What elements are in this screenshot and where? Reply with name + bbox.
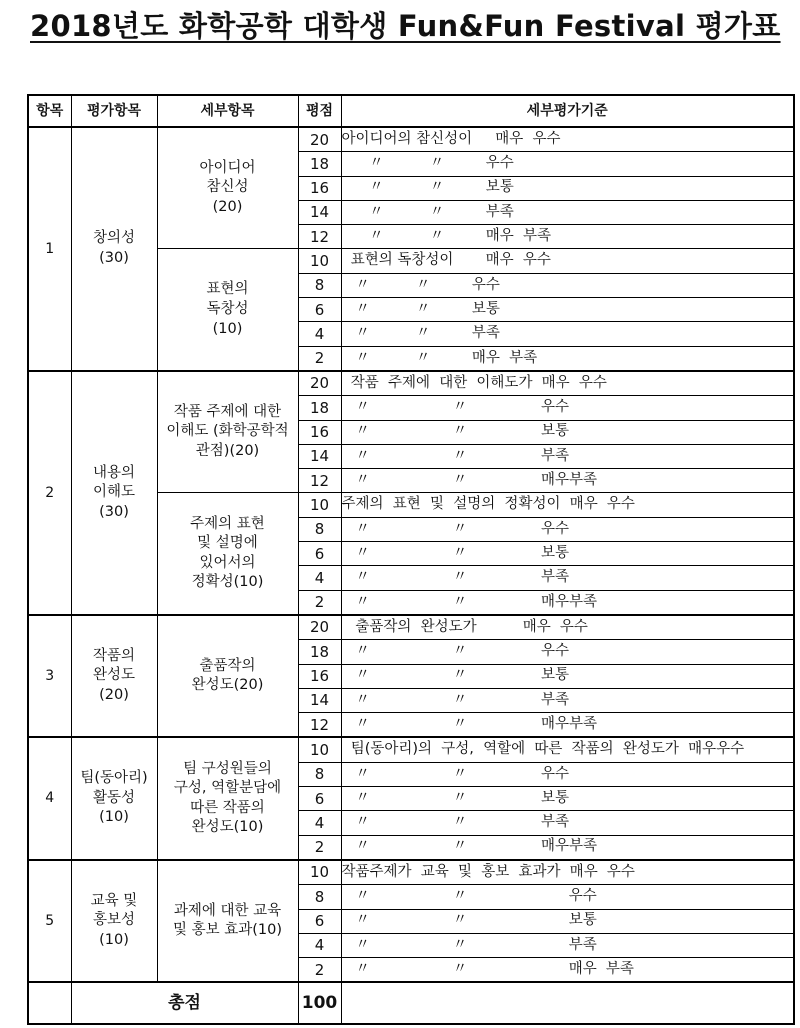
criteria-text: 작품 주제에 대한 이해도가 매우 우수 bbox=[341, 374, 607, 391]
criteria-cell bbox=[341, 885, 794, 909]
total-empty-cell bbox=[28, 982, 71, 1024]
table-row bbox=[28, 371, 794, 396]
criteria-cell bbox=[341, 860, 794, 885]
score-cell: 12 bbox=[298, 469, 341, 493]
criteria-text: 〃 〃 보통 bbox=[341, 667, 570, 684]
total-criteria-cell bbox=[341, 982, 794, 1024]
item-number: 1 bbox=[28, 127, 71, 371]
criteria-cell bbox=[341, 322, 794, 346]
score-cell: 18 bbox=[298, 396, 341, 420]
score-cell: 12 bbox=[298, 713, 341, 738]
score-cell: 2 bbox=[298, 346, 341, 371]
score-cell: 10 bbox=[298, 737, 341, 762]
criteria-cell bbox=[341, 396, 794, 420]
criteria-text: 〃 〃 우수 bbox=[341, 643, 570, 660]
criteria-cell bbox=[341, 958, 794, 983]
criteria-cell bbox=[341, 469, 794, 493]
criteria-text: 〃 〃 부족 bbox=[341, 447, 570, 464]
score-cell: 6 bbox=[298, 542, 341, 566]
score-cell: 6 bbox=[298, 787, 341, 811]
criteria-cell bbox=[341, 640, 794, 664]
score-cell: 16 bbox=[298, 420, 341, 444]
item-number: 2 bbox=[28, 371, 71, 615]
criteria-cell bbox=[341, 787, 794, 811]
criteria-cell bbox=[341, 517, 794, 541]
table-row bbox=[28, 737, 794, 762]
criteria-text: 〃 〃 매우부족 bbox=[341, 593, 598, 610]
page-title: 2018년도 화학공학 대학생 Fun&Fun Festival 평가표 bbox=[30, 9, 781, 43]
header-category: 평가항목 bbox=[71, 95, 157, 127]
criteria-text: 〃 〃 부족 bbox=[341, 936, 597, 953]
item-number: 5 bbox=[28, 860, 71, 982]
table-row bbox=[28, 615, 794, 640]
criteria-cell bbox=[341, 688, 794, 712]
sub-item-name: 출품작의 완성도(20) bbox=[157, 615, 298, 737]
sub-item-name: 아이디어 참신성 (20) bbox=[157, 127, 298, 249]
criteria-text: 〃 〃 보통 bbox=[341, 423, 570, 440]
score-cell: 16 bbox=[298, 664, 341, 688]
score-cell: 2 bbox=[298, 590, 341, 615]
total-score: 100 bbox=[298, 982, 341, 1024]
criteria-cell bbox=[341, 200, 794, 224]
score-cell: 8 bbox=[298, 273, 341, 297]
criteria-cell bbox=[341, 542, 794, 566]
score-cell: 10 bbox=[298, 860, 341, 885]
sub-item-name: 표현의 독창성 (10) bbox=[157, 249, 298, 371]
criteria-cell bbox=[341, 811, 794, 835]
category-name: 팀(동아리) 활동성 (10) bbox=[71, 737, 157, 859]
score-cell: 10 bbox=[298, 249, 341, 273]
criteria-cell bbox=[341, 737, 794, 762]
header-no: 항목 bbox=[28, 95, 71, 127]
criteria-text: 팀(동아리)의 구성, 역할에 따른 작품의 완성도가 매우우수 bbox=[341, 741, 745, 758]
criteria-text: 〃 〃 부족 bbox=[341, 691, 570, 708]
sub-item-name: 주제의 표현 및 설명에 있어서의 정확성(10) bbox=[157, 493, 298, 615]
score-cell: 2 bbox=[298, 958, 341, 983]
score-cell: 20 bbox=[298, 127, 341, 152]
criteria-text: 〃 〃 우수 bbox=[341, 276, 500, 293]
criteria-text: 〃 〃 매우 부족 bbox=[341, 228, 551, 245]
criteria-cell bbox=[341, 566, 794, 590]
score-cell: 16 bbox=[298, 176, 341, 200]
criteria-cell bbox=[341, 225, 794, 249]
criteria-cell bbox=[341, 298, 794, 322]
header-criteria: 세부평가기준 bbox=[341, 95, 794, 127]
criteria-cell bbox=[341, 152, 794, 176]
header-sub: 세부항목 bbox=[157, 95, 298, 127]
score-cell: 2 bbox=[298, 835, 341, 860]
item-number: 3 bbox=[28, 615, 71, 737]
criteria-cell bbox=[341, 444, 794, 468]
total-row bbox=[28, 982, 794, 1024]
table-row bbox=[28, 127, 794, 152]
header-row bbox=[28, 95, 794, 127]
sub-item-name: 팀 구성원들의 구성, 역할분담에 따른 작품의 완성도(10) bbox=[157, 737, 298, 859]
category-name: 창의성 (30) bbox=[71, 127, 157, 371]
criteria-text: 〃 〃 매우 부족 bbox=[341, 349, 538, 366]
score-cell: 18 bbox=[298, 152, 341, 176]
score-cell: 6 bbox=[298, 298, 341, 322]
criteria-cell bbox=[341, 346, 794, 371]
criteria-text: 〃 〃 보통 bbox=[341, 544, 570, 561]
score-cell: 20 bbox=[298, 371, 341, 396]
criteria-cell bbox=[341, 909, 794, 933]
score-cell: 8 bbox=[298, 762, 341, 786]
score-cell: 4 bbox=[298, 566, 341, 590]
criteria-text: 〃 〃 우수 bbox=[341, 399, 570, 416]
criteria-text: 〃 〃 우수 bbox=[341, 888, 597, 905]
category-name: 교육 및 홍보성 (10) bbox=[71, 860, 157, 982]
criteria-cell bbox=[341, 127, 794, 152]
criteria-text: 〃 〃 보통 bbox=[341, 789, 570, 806]
category-name: 내용의 이해도 (30) bbox=[71, 371, 157, 615]
criteria-text: 〃 〃 우수 bbox=[341, 765, 570, 782]
item-number: 4 bbox=[28, 737, 71, 859]
criteria-text: 〃 〃 부족 bbox=[341, 203, 514, 220]
score-cell: 10 bbox=[298, 493, 341, 517]
criteria-text: 출품작의 완성도가 매우 우수 bbox=[341, 618, 588, 635]
score-cell: 18 bbox=[298, 640, 341, 664]
table-row bbox=[28, 860, 794, 885]
score-cell: 8 bbox=[298, 885, 341, 909]
total-label: 총점 bbox=[71, 982, 298, 1024]
criteria-cell bbox=[341, 371, 794, 396]
score-cell: 14 bbox=[298, 444, 341, 468]
criteria-text: 〃 〃 매우부족 bbox=[341, 472, 598, 489]
criteria-text: 작품주제가 교육 및 홍보 효과가 매우 우수 bbox=[341, 863, 635, 880]
score-cell: 12 bbox=[298, 225, 341, 249]
criteria-text: 〃 〃 우수 bbox=[341, 155, 514, 172]
criteria-cell bbox=[341, 249, 794, 273]
criteria-cell bbox=[341, 713, 794, 738]
score-cell: 4 bbox=[298, 322, 341, 346]
score-cell: 4 bbox=[298, 811, 341, 835]
criteria-cell bbox=[341, 590, 794, 615]
criteria-text: 〃 〃 매우부족 bbox=[341, 838, 598, 855]
header-score: 평점 bbox=[298, 95, 341, 127]
criteria-text: 〃 〃 부족 bbox=[341, 569, 570, 586]
sub-item-name: 과제에 대한 교육 및 홍보 효과(10) bbox=[157, 860, 298, 982]
score-cell: 8 bbox=[298, 517, 341, 541]
criteria-text: 〃 〃 보통 bbox=[341, 179, 514, 196]
sub-item-name: 작품 주제에 대한 이해도 (화학공학적 관점)(20) bbox=[157, 371, 298, 493]
score-cell: 14 bbox=[298, 688, 341, 712]
criteria-cell bbox=[341, 493, 794, 517]
score-cell: 6 bbox=[298, 909, 341, 933]
criteria-text: 〃 〃 보통 bbox=[341, 912, 597, 929]
evaluation-table bbox=[27, 94, 795, 1025]
score-cell: 14 bbox=[298, 200, 341, 224]
criteria-text: 〃 〃 부족 bbox=[341, 814, 570, 831]
table-body bbox=[28, 127, 794, 1024]
criteria-cell bbox=[341, 762, 794, 786]
criteria-text: 표현의 독창성이 매우 우수 bbox=[341, 252, 551, 269]
criteria-cell bbox=[341, 835, 794, 860]
criteria-cell bbox=[341, 273, 794, 297]
criteria-cell bbox=[341, 420, 794, 444]
criteria-text: 〃 〃 부족 bbox=[341, 325, 500, 342]
criteria-cell bbox=[341, 933, 794, 957]
score-cell: 4 bbox=[298, 933, 341, 957]
criteria-text: 주제의 표현 및 설명의 정확성이 매우 우수 bbox=[341, 496, 635, 513]
score-cell: 20 bbox=[298, 615, 341, 640]
criteria-text: 〃 〃 매우 부족 bbox=[341, 960, 634, 977]
criteria-cell bbox=[341, 664, 794, 688]
category-name: 작품의 완성도 (20) bbox=[71, 615, 157, 737]
criteria-text: 〃 〃 보통 bbox=[341, 300, 500, 317]
criteria-text: 〃 〃 우수 bbox=[341, 520, 570, 537]
criteria-text: 〃 〃 매우부족 bbox=[341, 715, 598, 732]
criteria-text: 아이디어의 참신성이 매우 우수 bbox=[341, 130, 561, 147]
criteria-cell bbox=[341, 176, 794, 200]
criteria-cell bbox=[341, 615, 794, 640]
